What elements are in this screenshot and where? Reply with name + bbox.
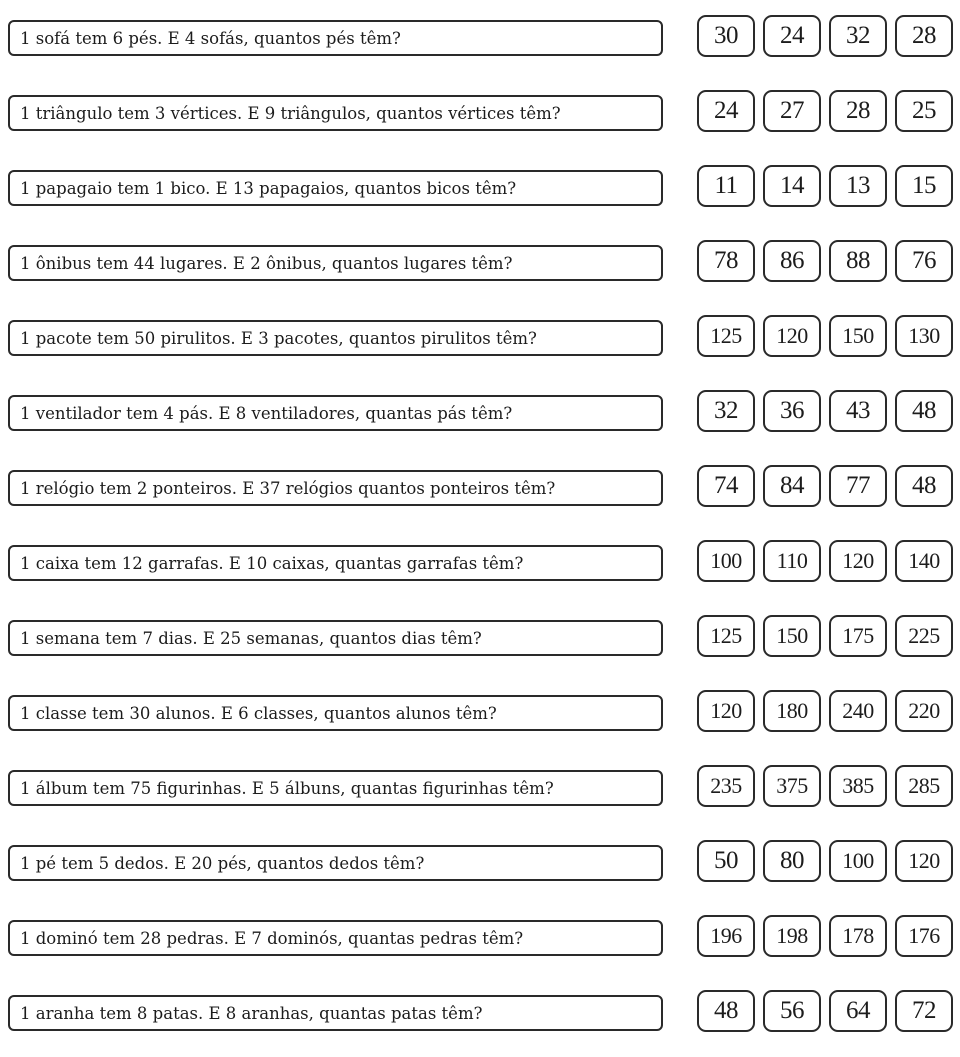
answer-option[interactable]: 14 [763, 165, 821, 207]
question-row [0, 614, 960, 674]
answer-options [697, 240, 953, 284]
answer-option[interactable]: 225 [895, 615, 953, 657]
answer-option[interactable]: 78 [697, 240, 755, 282]
answer-option[interactable]: 175 [829, 615, 887, 657]
answer-option[interactable]: 385 [829, 765, 887, 807]
question-text: 1 aranha tem 8 patas. E 8 aranhas, quantas patas têm? [8, 995, 663, 1031]
answer-options [697, 840, 953, 884]
question-row [0, 89, 960, 149]
answer-option[interactable]: 150 [763, 615, 821, 657]
question-row [0, 539, 960, 599]
question-text: 1 pé tem 5 dedos. E 20 pés, quantos dedos têm? [8, 845, 663, 881]
answer-options [697, 915, 953, 959]
question-row [0, 989, 960, 1049]
question-row [0, 314, 960, 374]
answer-option[interactable]: 180 [763, 690, 821, 732]
answer-option[interactable]: 27 [763, 90, 821, 132]
answer-option[interactable]: 24 [763, 15, 821, 57]
answer-option[interactable]: 120 [829, 540, 887, 582]
answer-option[interactable]: 198 [763, 915, 821, 957]
answer-option[interactable]: 13 [829, 165, 887, 207]
question-text: 1 sofá tem 6 pés. E 4 sofás, quantos pés têm? [8, 20, 663, 56]
question-text: 1 pacote tem 50 pirulitos. E 3 pacotes, quantos pirulitos têm? [8, 320, 663, 356]
answer-option[interactable]: 100 [829, 840, 887, 882]
answer-options [697, 765, 953, 809]
answer-option[interactable]: 48 [895, 465, 953, 507]
answer-option[interactable]: 125 [697, 615, 755, 657]
answer-option[interactable]: 28 [829, 90, 887, 132]
answer-option[interactable]: 110 [763, 540, 821, 582]
answer-option[interactable]: 28 [895, 15, 953, 57]
answer-options [697, 165, 953, 209]
answer-option[interactable]: 80 [763, 840, 821, 882]
answer-options [697, 90, 953, 134]
answer-option[interactable]: 56 [763, 990, 821, 1032]
answer-option[interactable]: 240 [829, 690, 887, 732]
answer-option[interactable]: 140 [895, 540, 953, 582]
answer-option[interactable]: 176 [895, 915, 953, 957]
question-row [0, 839, 960, 899]
answer-options [697, 690, 953, 734]
answer-option[interactable]: 86 [763, 240, 821, 282]
question-row [0, 689, 960, 749]
question-text: 1 caixa tem 12 garrafas. E 10 caixas, quantas garrafas têm? [8, 545, 663, 581]
answer-option[interactable]: 120 [895, 840, 953, 882]
answer-option[interactable]: 24 [697, 90, 755, 132]
answer-option[interactable]: 36 [763, 390, 821, 432]
question-row [0, 914, 960, 974]
answer-option[interactable]: 48 [697, 990, 755, 1032]
question-text: 1 ônibus tem 44 lugares. E 2 ônibus, quantos lugares têm? [8, 245, 663, 281]
question-row [0, 464, 960, 524]
question-text: 1 álbum tem 75 figurinhas. E 5 álbuns, quantas figurinhas têm? [8, 770, 663, 806]
answer-options [697, 15, 953, 59]
question-text: 1 relógio tem 2 ponteiros. E 37 relógios quantos ponteiros têm? [8, 470, 663, 506]
question-text: 1 classe tem 30 alunos. E 6 classes, quantos alunos têm? [8, 695, 663, 731]
question-text: 1 papagaio tem 1 bico. E 13 papagaios, quantos bicos têm? [8, 170, 663, 206]
question-text: 1 ventilador tem 4 pás. E 8 ventiladores, quantas pás têm? [8, 395, 663, 431]
answer-option[interactable]: 74 [697, 465, 755, 507]
question-row [0, 389, 960, 449]
answer-options [697, 465, 953, 509]
answer-option[interactable]: 50 [697, 840, 755, 882]
question-text: 1 dominó tem 28 pedras. E 7 dominós, quantas pedras têm? [8, 920, 663, 956]
answer-option[interactable]: 25 [895, 90, 953, 132]
question-row [0, 14, 960, 74]
answer-option[interactable]: 32 [829, 15, 887, 57]
answer-options [697, 390, 953, 434]
answer-option[interactable]: 235 [697, 765, 755, 807]
answer-option[interactable]: 84 [763, 465, 821, 507]
question-text: 1 semana tem 7 dias. E 25 semanas, quantos dias têm? [8, 620, 663, 656]
question-row [0, 239, 960, 299]
answer-option[interactable]: 100 [697, 540, 755, 582]
answer-option[interactable]: 30 [697, 15, 755, 57]
answer-options [697, 540, 953, 584]
answer-option[interactable]: 77 [829, 465, 887, 507]
answer-option[interactable]: 125 [697, 315, 755, 357]
answer-option[interactable]: 76 [895, 240, 953, 282]
answer-options [697, 315, 953, 359]
answer-option[interactable]: 150 [829, 315, 887, 357]
answer-option[interactable]: 48 [895, 390, 953, 432]
answer-option[interactable]: 88 [829, 240, 887, 282]
answer-option[interactable]: 120 [697, 690, 755, 732]
answer-option[interactable]: 32 [697, 390, 755, 432]
answer-option[interactable]: 72 [895, 990, 953, 1032]
answer-option[interactable]: 15 [895, 165, 953, 207]
answer-option[interactable]: 11 [697, 165, 755, 207]
answer-option[interactable]: 130 [895, 315, 953, 357]
question-row [0, 164, 960, 224]
answer-option[interactable]: 178 [829, 915, 887, 957]
answer-option[interactable]: 375 [763, 765, 821, 807]
answer-option[interactable]: 64 [829, 990, 887, 1032]
answer-option[interactable]: 220 [895, 690, 953, 732]
question-row [0, 764, 960, 824]
answer-options [697, 615, 953, 659]
answer-option[interactable]: 43 [829, 390, 887, 432]
answer-option[interactable]: 285 [895, 765, 953, 807]
question-text: 1 triângulo tem 3 vértices. E 9 triângulos, quantos vértices têm? [8, 95, 663, 131]
answer-option[interactable]: 196 [697, 915, 755, 957]
answer-options [697, 990, 953, 1034]
answer-option[interactable]: 120 [763, 315, 821, 357]
